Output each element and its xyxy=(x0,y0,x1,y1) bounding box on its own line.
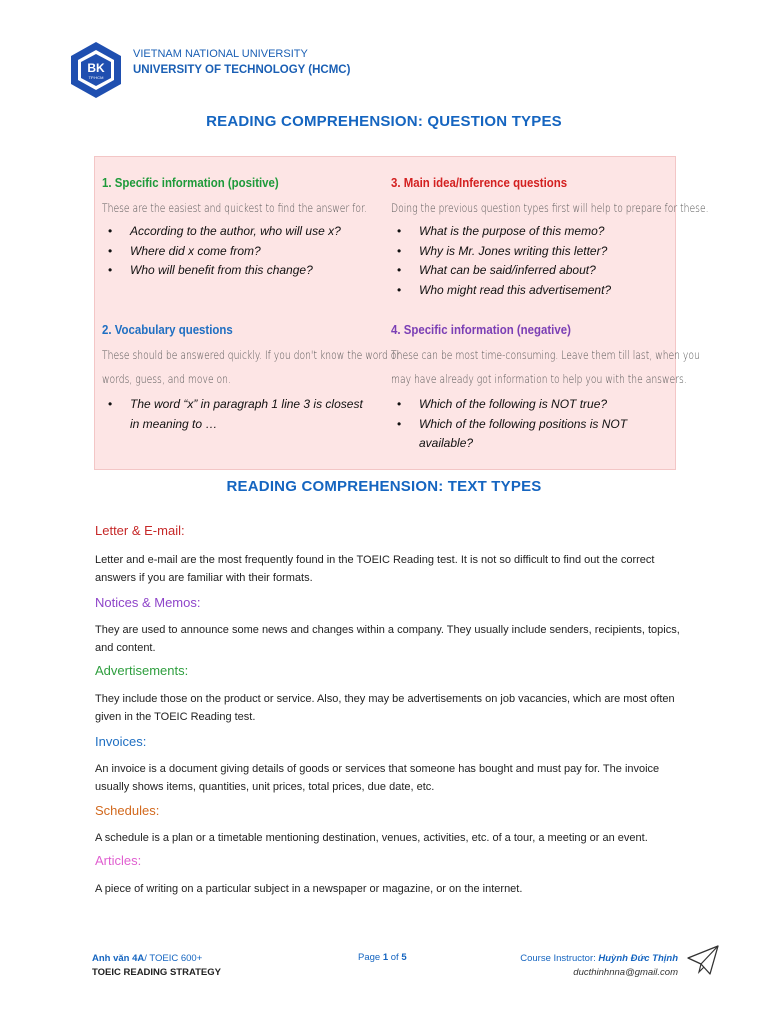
qtype-specific-negative xyxy=(391,322,700,454)
page-number xyxy=(358,952,407,963)
paper-plane-icon xyxy=(686,944,720,976)
qtype-title: 2. Vocabulary questions xyxy=(102,322,233,337)
list-item: • Who might read this advertisement? xyxy=(391,281,666,301)
list-item: • According to the author, who will use x? xyxy=(102,222,377,242)
university-line-1: VIETNAM NATIONAL UNIVERSITY xyxy=(133,48,308,60)
qtype-title: 4. Specific information (negative) xyxy=(391,322,571,337)
footer-course-name: Anh văn 4A xyxy=(92,953,145,964)
page-total: 5 xyxy=(401,952,407,963)
instructor-name: Huỳnh Đức Thịnh xyxy=(598,953,678,964)
list-item: • The word “x” in paragraph 1 line 3 is closest in meaning to … xyxy=(102,395,375,434)
section-text: They are used to announce some news and changes within a company. They usually include senders, recipients, topics, and content. xyxy=(95,624,680,654)
qtype-desc: These are the easiest and quickest to find the answer for. xyxy=(102,201,367,215)
section-text: An invoice is a document giving details of goods or services that someone has bought and must pay for. The invoice usually shows items, quantities, unit prices, total prices, due date, etc. xyxy=(95,763,660,793)
page-word: Page xyxy=(358,952,381,963)
list-item: • What can be said/inferred about? xyxy=(391,261,666,281)
section-text: A schedule is a plan or a timetable mentioning destination, venues, activities, etc. of a tour, a meeting or an event. xyxy=(95,832,648,844)
section-text: Letter and e-mail are the most frequently found in the TOEIC Reading test. It is not so difficult to find out the correct answers if you are familiar with their formats. xyxy=(95,554,655,584)
page-of: of xyxy=(390,952,399,963)
logo-subtext: TP.HCM xyxy=(88,75,104,80)
section-title: Advertisements: xyxy=(95,663,189,678)
qtype-specific-positive xyxy=(102,175,377,281)
question-types-title: READING COMPREHENSION: QUESTION TYPES xyxy=(206,113,562,130)
section-title: Letter & E-mail: xyxy=(95,523,185,538)
logo-text: BK xyxy=(87,61,105,75)
footer-strategy: TOEIC READING STRATEGY xyxy=(92,967,221,978)
instructor-email: ducthinhnna@gmail.com xyxy=(573,967,678,978)
section-text: A piece of writing on a particular subject in a newspaper or magazine, or on the internet. xyxy=(95,883,523,895)
list-item: • Who will benefit from this change? xyxy=(102,261,377,281)
qtype-vocabulary xyxy=(102,322,401,434)
page-current: 1 xyxy=(382,952,389,963)
page-footer xyxy=(0,948,768,988)
section-title: Invoices: xyxy=(95,734,147,749)
qtype-title: 1. Specific information (positive) xyxy=(102,175,279,190)
text-types-title: READING COMPREHENSION: TEXT TYPES xyxy=(226,478,542,495)
footer-instructor xyxy=(520,952,678,980)
qtype-main-idea xyxy=(391,175,709,300)
qtype-desc: These should be answered quickly. If you don't know the word or xyxy=(102,348,401,362)
question-types-box xyxy=(94,156,709,470)
section-title: Articles: xyxy=(95,853,142,868)
university-name xyxy=(133,46,350,78)
qtype-title: 3. Main idea/Inference questions xyxy=(391,175,568,190)
footer-course xyxy=(92,952,221,980)
section-text: They include those on the product or service. Also, they may be advertisements on job vacancies, which are most often given in the TOEIC Reading test. xyxy=(95,693,675,723)
list-item: • Which of the following is NOT true? xyxy=(391,395,666,415)
list-item: • Where did x come from? xyxy=(102,242,377,262)
section-title: Schedules: xyxy=(95,803,160,818)
list-item: • Why is Mr. Jones writing this letter? xyxy=(391,242,666,262)
qtype-desc: Doing the previous question types first will help to prepare for these. xyxy=(391,201,709,215)
qtype-desc: may have already got information to help you with the answers. xyxy=(391,372,687,386)
footer-course-level: / TOEIC 600+ xyxy=(144,953,203,964)
list-item: • What is the purpose of this memo? xyxy=(391,222,666,242)
university-line-2: UNIVERSITY OF TECHNOLOGY (HCMC) xyxy=(133,64,351,76)
instructor-label: Course Instructor: xyxy=(520,953,596,964)
qtype-desc: These can be most time-consuming. Leave them till last, when you xyxy=(391,348,700,362)
list-item: • Which of the following positions is NOT available? xyxy=(391,415,664,454)
section-title: Notices & Memos: xyxy=(95,595,201,610)
university-logo xyxy=(66,40,126,100)
qtype-desc: words, guess, and move on. xyxy=(102,372,231,386)
